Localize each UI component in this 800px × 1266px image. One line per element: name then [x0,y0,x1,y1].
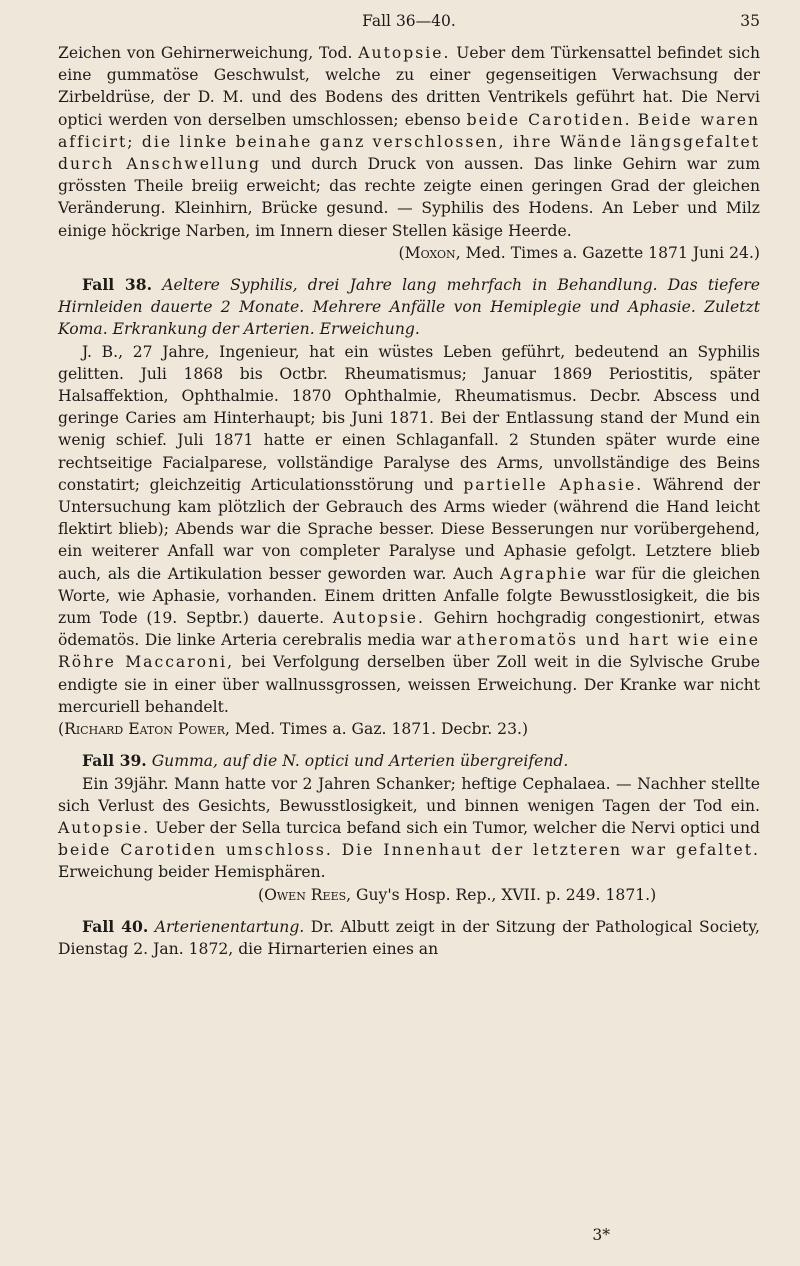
citation-rees [58,884,760,906]
case-title: Aeltere Syphilis, drei Jahre lang mehrfach in Behandlung. Das tiefere Hirnleiden dauerte 2 Monate. Mehrere Anfälle von Hemiplegie und Aphasie. Zuletzt Koma. Erkrankung der Arterien. Erweichung. [58,276,760,339]
text-run: Gehirn hochgradig congestionirt, etwas ödematös. Die linke Arteria cerebralis media war [58,609,760,650]
spaced-text: atheromatös und hart wie eine Röhre Maccaroni, [58,631,760,672]
case-heading-40 [58,916,760,960]
spaced-text: partielle Aphasie. [463,475,644,494]
case-heading-39 [58,750,760,772]
text-run: J. B., 27 Jahre, Ingenieur, hat ein wüstes Leben geführt, bedeutend an Syphilis gelitten. Juli 1868 bis Octbr. Rheumatismus; Januar 1869 Periostitis, später Halsaffektion, Ophthalmie. 1870 Ophthalmie, Rheumatismus. Decbr. Abscess und geringe Caries am Hinterhaupt; bis Juni 1871. Bei der Entlassung stand der Mund ein wenig schief. Juli 1871 hatte er einen Schlaganfall. 2 Stunden später wurde eine rechtseitige Facialparese, vollständige Paralyse des Arms, unvollständige des Beins constatirt; gleichzeitig Articulationsstörung und [58,342,760,494]
case-heading-38 [58,274,760,341]
page-header [58,6,760,36]
paragraph-case-38 [58,341,760,718]
text-run: war für die gleichen Worte, wie Aphasie, vorhanden. Einem dritten Anfalle folgte Bewusstlosigkeit, die bis zum Tode (19. Septbr.) dauerte. [58,564,760,628]
spaced-text: beide Carotiden. [466,110,632,129]
case-title: Arterienentartung. [148,917,305,936]
author-name: Moxon [404,243,456,262]
text-run: und durch Druck von aussen. Das linke Gehirn war zum grössten Theile breiig erweicht; das rechte zeigte einen geringen Grad der gleichen Veränderung. Kleinhirn, Brücke gesund. — Syphilis des Hodens. An Leber und Milz einige höckrige Narben, im Innern dieser Stellen käsige Heerde. [58,155,760,240]
spaced-text: Agraphie [499,564,589,583]
case-label: Fall 40. [82,916,149,936]
text-run: Zeichen von Gehirnerweichung, Tod. [58,44,359,62]
citation-moxon [58,242,760,264]
case-title: Gumma, auf die N. optici und Arterien übergreifend. [146,752,569,771]
text-run: ( [258,885,265,904]
spaced-text: beide Carotiden umschloss. Die Innenhaut der letzteren war gefaltet. [58,841,760,860]
text-run: , Med. Times a. Gazette 1871 Juni 24.) [455,243,760,262]
page-number: 35 [740,12,760,30]
paragraph-case-37-continued [58,42,760,242]
paragraph-case-39 [58,773,760,884]
page-body [58,42,760,960]
text-run: Dr. Albutt zeigt in der Sitzung der Pathological Society, Dienstag 2. Jan. 1872, die Hirnarterien eines an [58,917,761,958]
text-run: Erweichung beider Hemisphären. [58,863,326,882]
case-label: Fall 39. [82,751,147,771]
signature-mark: 3* [592,1226,610,1244]
case-label: Fall 38. [82,275,152,295]
author-name: Owen Rees [264,885,347,904]
text-run: , Guy's Hosp. Rep., XVII. p. 249. 1871.) [346,885,657,904]
text-run: ( [398,243,405,262]
running-title: Fall 36—40. [362,12,456,30]
text-run: ( [58,720,65,739]
citation-power [58,718,760,740]
text-run: Während der Untersuchung kam plötzlich der Gebrauch des Arms wieder (während die Hand leicht flektirt blieb); Abends war die Sprache besser. Diese Besserungen nur vorübergehend, ein weiterer Anfall war von completer Paralyse und Aphasie gefolgt. Letztere blieb auch, als die Artikulation besser geworden war. Auch [58,475,760,583]
text-run: , Med. Times a. Gaz. 1871. Decbr. 23.) [224,720,529,739]
author-name: Richard Eaton Power [64,720,225,739]
spaced-text: Beide waren afficirt; die linke beinahe ganz verschlossen, ihre Wände längsgefaltet durch Anschwellung [58,110,761,174]
text-run: bei Verfolgung derselben über Zoll weit in die Sylvische Grube endigte sie in einer über wallnussgrossen, weissen Erweichung. Der Kranke war nicht mercuriell behandelt. [58,653,760,716]
spaced-text: Autopsie. [358,44,451,62]
spaced-text: Autopsie. [58,818,151,837]
text-run: Ein 39jähr. Mann hatte vor 2 Jahren Schanker; heftige Cephalaea. — Nachher stellte sich Verlust des Gesichts, Bewusstlosigkeit, und binnen wenigen Tagen der Tod ein. [58,774,760,815]
text-run: Ueber der Sella turcica befand sich ein Tumor, welcher die Nervi optici und [150,818,760,837]
spaced-text: Autopsie. [332,609,425,628]
text-run: Ueber dem Türkensattel befindet sich eine gummatöse Geschwulst, welche zu einer gegenseitigen Verwachsung der Zirbeldrüse, der D. M. und des Bodens des dritten Ventrikels geführt hat. Die Nervi optici werden von derselben umschlossen; ebenso [58,44,760,129]
